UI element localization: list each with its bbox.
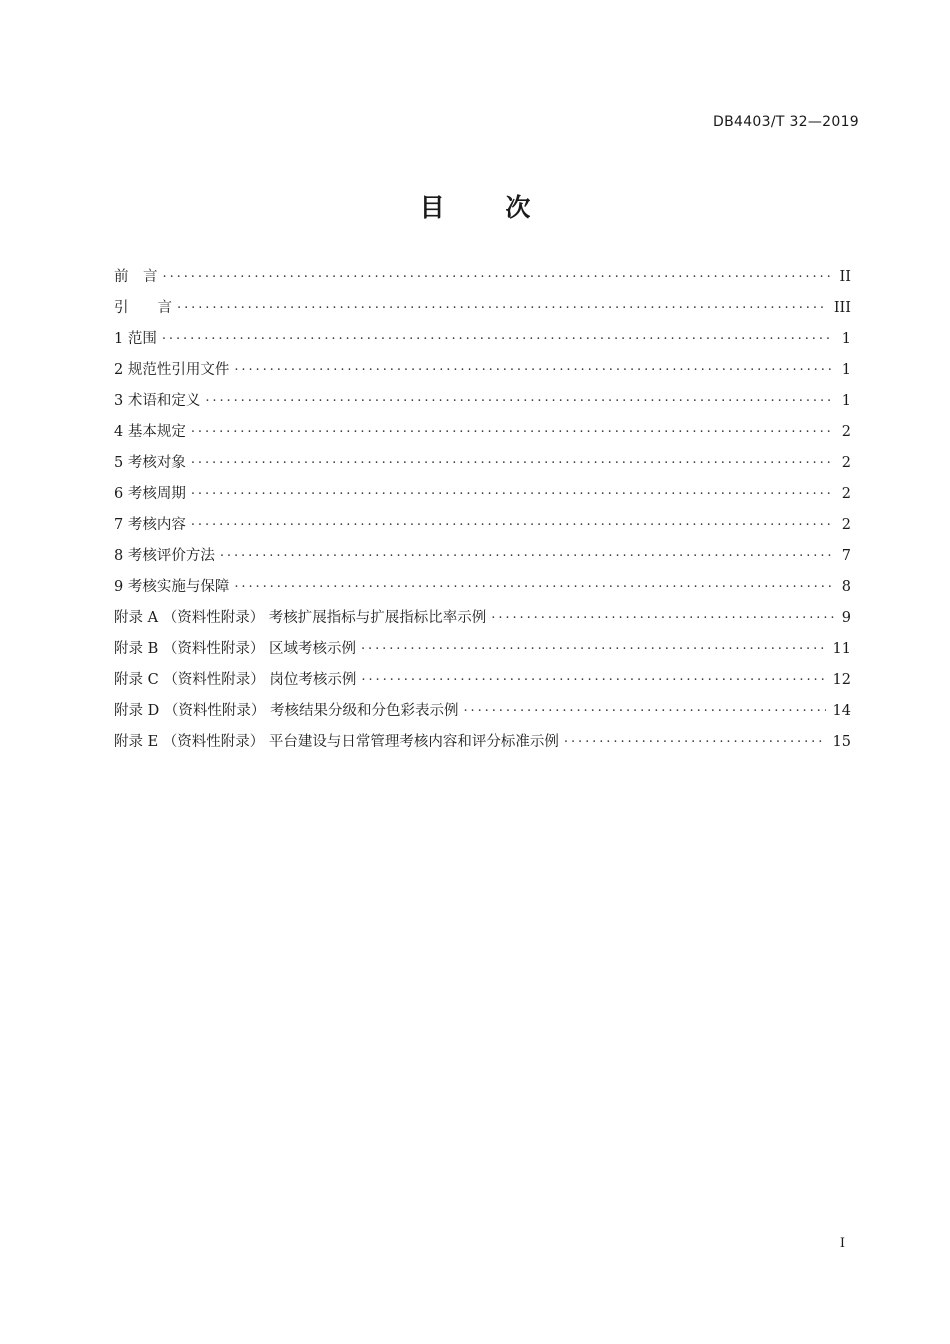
page-number: I (839, 1236, 845, 1251)
toc-leader-dots (234, 360, 834, 375)
toc-entry-page: 15 (832, 734, 851, 750)
toc-entry-label: 附录 C （资料性附录） 岗位考核示例 (114, 672, 357, 688)
toc-leader-dots (162, 329, 834, 344)
toc-entry[interactable] (114, 482, 851, 513)
toc-entry-page: 2 (841, 455, 851, 471)
toc-entry-label: 附录 A （资料性附录） 考核扩展指标与扩展指标比率示例 (114, 610, 487, 626)
document-code: DB4403/T 32—2019 (713, 114, 859, 130)
toc-entry[interactable] (114, 358, 851, 389)
toc-entry[interactable] (114, 420, 851, 451)
toc-entry[interactable] (114, 730, 851, 761)
toc-leader-dots (564, 732, 826, 747)
toc-entry[interactable] (114, 389, 851, 420)
toc-entry-page: 12 (832, 672, 851, 688)
toc-leader-dots (491, 608, 834, 623)
toc-leader-dots (463, 701, 825, 716)
toc-entry-page: 9 (841, 610, 851, 626)
toc-entry-label: 1 范围 (114, 331, 157, 347)
toc-leader-dots (220, 546, 834, 561)
toc-entry-page: 2 (841, 517, 851, 533)
toc-entry-page: 8 (841, 579, 851, 595)
toc-entry[interactable] (114, 668, 851, 699)
toc-entry[interactable] (114, 296, 851, 327)
toc-entry-page: 2 (841, 486, 851, 502)
toc-leader-dots (191, 515, 834, 530)
toc-entry-label: 6 考核周期 (114, 486, 186, 502)
toc-entry[interactable] (114, 513, 851, 544)
toc-entry[interactable] (114, 637, 851, 668)
toc-entry-label: 附录 E （资料性附录） 平台建设与日常管理考核内容和评分标准示例 (114, 734, 559, 750)
toc-entry[interactable] (114, 451, 851, 482)
toc-entry-label: 附录 D （资料性附录） 考核结果分级和分色彩表示例 (114, 703, 459, 719)
toc-entry-page: 2 (841, 424, 851, 440)
toc-leader-dots (205, 391, 834, 406)
toc-entry-label: 3 术语和定义 (114, 393, 201, 409)
toc-entry-page: 1 (841, 393, 851, 409)
toc-entry-label: 2 规范性引用文件 (114, 362, 230, 378)
toc-entry[interactable] (114, 265, 851, 296)
toc-entry-label: 8 考核评价方法 (114, 548, 215, 564)
toc-entry-page: II (839, 269, 851, 285)
toc-entry[interactable] (114, 606, 851, 637)
toc-entry-page: 11 (832, 641, 851, 657)
toc-entry[interactable] (114, 544, 851, 575)
toc-entry-label: 引 言 (114, 300, 172, 316)
toc-leader-dots (191, 422, 834, 437)
toc-entry[interactable] (114, 699, 851, 730)
toc-leader-dots (361, 670, 825, 685)
toc-entry-page: 1 (841, 331, 851, 347)
toc-entry-label: 7 考核内容 (114, 517, 186, 533)
toc-entry-page: 7 (841, 548, 851, 564)
toc-leader-dots (177, 298, 827, 313)
toc-entry-page: 1 (841, 362, 851, 378)
toc-leader-dots (163, 267, 833, 282)
toc-entry[interactable] (114, 575, 851, 606)
toc-leader-dots (234, 577, 834, 592)
toc-entry-label: 5 考核对象 (114, 455, 186, 471)
toc-leader-dots (361, 639, 826, 654)
toc-entry-page: III (833, 300, 851, 316)
toc-entry-label: 9 考核实施与保障 (114, 579, 230, 595)
toc-entry-page: 14 (832, 703, 851, 719)
toc-entry-label: 4 基本规定 (114, 424, 186, 440)
toc-entry-label: 前 言 (114, 269, 158, 285)
toc-entry-label: 附录 B （资料性附录） 区域考核示例 (114, 641, 356, 657)
toc-leader-dots (191, 484, 834, 499)
toc-title: 目 次 (419, 193, 557, 222)
table-of-contents (114, 265, 851, 761)
toc-entry[interactable] (114, 327, 851, 358)
toc-leader-dots (191, 453, 834, 468)
